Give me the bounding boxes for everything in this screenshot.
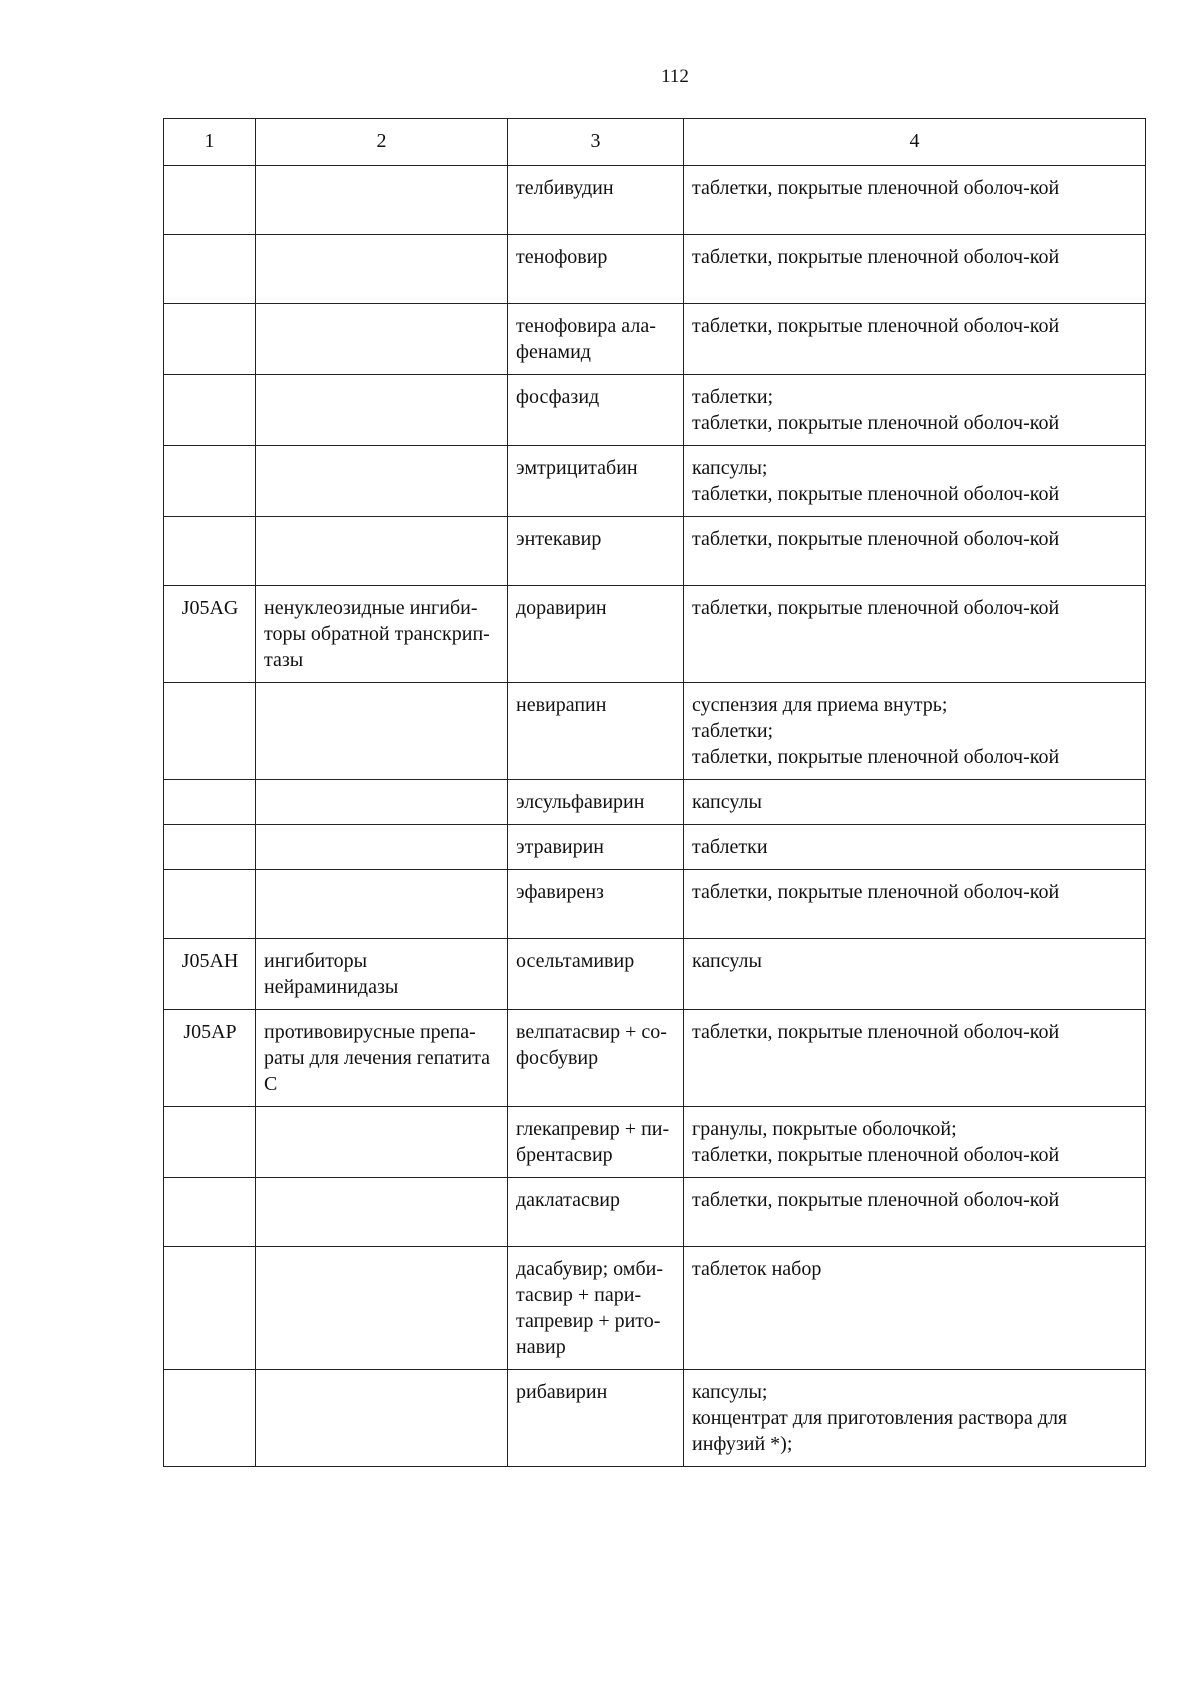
dosage-forms-cell [684,870,1146,939]
atc-code-cell [164,1247,256,1370]
atc-code-cell [164,683,256,780]
dosage-form-line: таблетки, покрытые пленочной оболоч-кой [692,881,1060,903]
drug-name-cell: телбивудин [508,166,684,235]
dosage-form-line: таблетки, покрытые пленочной оболоч-кой [692,528,1060,550]
dosage-form-line: таблетки, покрытые пленочной оболоч-кой [692,1144,1060,1166]
atc-code-cell [164,1370,256,1467]
dosage-forms-cell [684,375,1146,446]
dosage-form-line: таблетки, покрытые пленочной оболоч-кой [692,1189,1060,1211]
drug-group-cell [256,166,508,235]
drug-name-cell: элсульфавирин [508,780,684,825]
drug-name-cell: тенофовира ала-фенамид [508,304,684,375]
drug-group-cell [256,517,508,586]
atc-code-cell [164,825,256,870]
table-header-row [164,119,1146,166]
dosage-forms-cell [684,1107,1146,1178]
dosage-form-line: таблетки, покрытые пленочной оболоч-кой [692,597,1060,619]
table-row [164,586,1146,683]
drug-group-cell [256,446,508,517]
header-col-2: 2 [256,119,508,166]
header-col-4: 4 [684,119,1146,166]
dosage-forms-cell [684,1178,1146,1247]
dosage-form-line: таблетки, покрытые пленочной оболоч-кой [692,246,1060,268]
atc-code-cell [164,517,256,586]
atc-code-cell [164,1107,256,1178]
table-row [164,517,1146,586]
dosage-form-line: концентрат для приготовления раствора для инфузий *); [692,1407,1068,1455]
atc-code-cell: J05AH [164,939,256,1010]
drug-name-cell: фосфазид [508,375,684,446]
table-row [164,825,1146,870]
drug-group-cell [256,870,508,939]
drug-name-cell: рибавирин [508,1370,684,1467]
drug-name-cell: эфавиренз [508,870,684,939]
dosage-forms-cell [684,446,1146,517]
dosage-form-line: таблетки, покрытые пленочной оболоч-кой [692,483,1060,505]
dosage-form-line: таблеток набор [692,1258,822,1280]
atc-code-cell: J05AP [164,1010,256,1107]
drug-name-cell: эмтрицитабин [508,446,684,517]
dosage-forms-cell [684,235,1146,304]
table-row [164,235,1146,304]
dosage-form-line: капсулы [692,950,762,972]
drug-group-cell: противовирусные препа-раты для лечения гепатита C [256,1010,508,1107]
table-row [164,683,1146,780]
drug-group-cell [256,1107,508,1178]
drug-group-cell [256,1247,508,1370]
drug-name-cell: глекапревир + пи-брентасвир [508,1107,684,1178]
table-row [164,1107,1146,1178]
dosage-forms-cell [684,1010,1146,1107]
dosage-form-line: таблетки, покрытые пленочной оболоч-кой [692,315,1060,337]
dosage-form-line: таблетки; [692,720,774,742]
dosage-form-line: таблетки [692,836,768,858]
dosage-form-line: капсулы [692,791,762,813]
dosage-form-line: таблетки, покрытые пленочной оболоч-кой [692,746,1060,768]
drug-name-cell: этравирин [508,825,684,870]
table-row [164,1178,1146,1247]
atc-code-cell [164,1178,256,1247]
drug-group-cell [256,375,508,446]
atc-code-cell: J05AG [164,586,256,683]
drug-group-cell [256,780,508,825]
drug-name-cell: невирапин [508,683,684,780]
atc-code-cell [164,780,256,825]
drug-group-cell [256,825,508,870]
atc-code-cell [164,304,256,375]
drug-table [163,118,1146,1467]
drug-group-cell: ингибиторы нейраминидазы [256,939,508,1010]
atc-code-cell [164,166,256,235]
dosage-form-line: суспензия для приема внутрь; [692,694,948,716]
dosage-forms-cell [684,1247,1146,1370]
drug-group-cell [256,683,508,780]
table-row [164,1010,1146,1107]
drug-group-cell [256,304,508,375]
table-row [164,1247,1146,1370]
table-row [164,780,1146,825]
dosage-forms-cell [684,780,1146,825]
drug-name-cell: энтекавир [508,517,684,586]
dosage-form-line: таблетки, покрытые пленочной оболоч-кой [692,177,1060,199]
drug-name-cell: дасабувир; омби-тасвир + пари-тапревир + рито-навир [508,1247,684,1370]
dosage-form-line: капсулы; [692,457,768,479]
dosage-forms-cell [684,1370,1146,1467]
dosage-forms-cell [684,825,1146,870]
atc-code-cell [164,446,256,517]
dosage-form-line: таблетки, покрытые пленочной оболоч-кой [692,412,1060,434]
atc-code-cell [164,375,256,446]
drug-group-cell [256,1178,508,1247]
dosage-forms-cell [684,586,1146,683]
dosage-form-line: капсулы; [692,1381,768,1403]
drug-name-cell: тенофовир [508,235,684,304]
drug-group-cell: ненуклеозидные ингиби-торы обратной транскрип-тазы [256,586,508,683]
table-row [164,870,1146,939]
header-col-3: 3 [508,119,684,166]
dosage-forms-cell [684,166,1146,235]
drug-name-cell: доравирин [508,586,684,683]
table-row [164,304,1146,375]
atc-code-cell [164,235,256,304]
dosage-forms-cell [684,517,1146,586]
table-row [164,939,1146,1010]
drug-group-cell [256,1370,508,1467]
dosage-forms-cell [684,683,1146,780]
drug-name-cell: велпатасвир + со-фосбувир [508,1010,684,1107]
dosage-form-line: таблетки, покрытые пленочной оболоч-кой [692,1021,1060,1043]
drug-name-cell: осельтамивир [508,939,684,1010]
dosage-forms-cell [684,939,1146,1010]
table-row [164,446,1146,517]
atc-code-cell [164,870,256,939]
header-col-1: 1 [164,119,256,166]
dosage-form-line: гранулы, покрытые оболочкой; [692,1118,957,1140]
table-row [164,1370,1146,1467]
page-number: 112 [661,66,689,87]
drug-name-cell: даклатасвир [508,1178,684,1247]
drug-group-cell [256,235,508,304]
dosage-form-line: таблетки; [692,386,774,408]
dosage-forms-cell [684,304,1146,375]
table-row [164,375,1146,446]
table-row [164,166,1146,235]
